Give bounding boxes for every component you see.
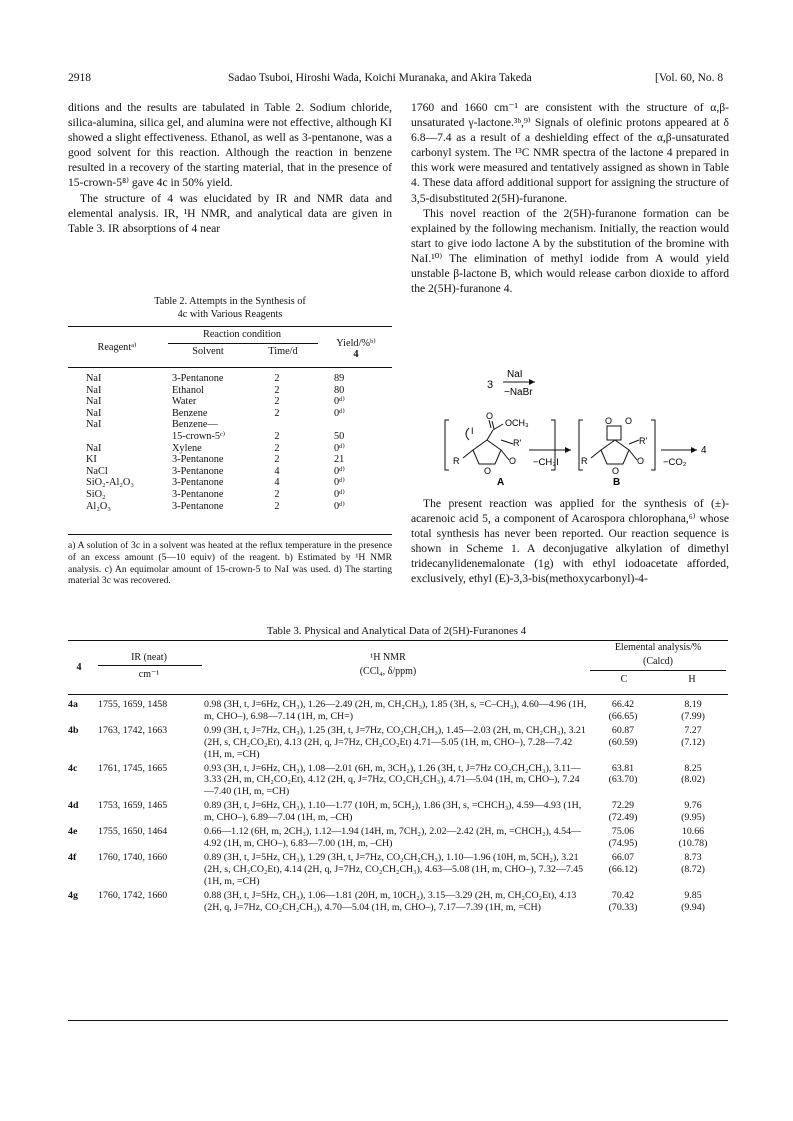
table3-ir-subrule bbox=[98, 665, 202, 666]
table3-head-ir: IR (neat) bbox=[131, 652, 167, 663]
table2-cell-solvent: Xylene bbox=[172, 442, 202, 454]
table3-cell-nmr: 0.93 (3H, t, J=6Hz, CH₃), 1.08—2.01 (6H, m, 3CH₂), 1.26 (3H, t, J=7Hz CO₂CH₂CH₃), 3.11—3.33 (2H, m, CH₂CO₂Et), 4.12 (2H, q, J=7Hz, CO₂CH₂CH₃), 4.71—5.04 (1H, m, CHO–), 7.24—7.40 (1H, m, =CH) bbox=[204, 762, 581, 798]
right-column-text bbox=[411, 100, 729, 296]
table-row bbox=[68, 826, 728, 852]
table-row bbox=[68, 725, 728, 763]
table2-footnote: a) A solution of 3c in a solvent was heated at the reflux temperature in the presence of an excess amount (5—10 equiv) of the reagent. b) Estimated by ¹H NMR analysis. c) An equimolar amount of 15-crown-5 to NaI was used. d) The starting material 3c was recovered. bbox=[68, 540, 392, 587]
table-row bbox=[68, 419, 392, 431]
atom-label: R' bbox=[513, 438, 522, 448]
table3-head-calcd: (Calcd) bbox=[643, 656, 673, 667]
table2-head-solvent: Solvent bbox=[192, 346, 224, 357]
table-row bbox=[68, 763, 728, 801]
table3-cell-carbon: 70.42 (70.33) bbox=[608, 889, 638, 913]
table3-cell-hydrogen: 8.25 (8.02) bbox=[681, 762, 705, 786]
table-row bbox=[68, 454, 392, 466]
table2-cell-yield: 50 bbox=[334, 430, 345, 442]
table2-bottom-rule bbox=[68, 534, 392, 535]
mechanism-scheme bbox=[411, 364, 729, 488]
table3-bottom-rule bbox=[68, 1020, 728, 1021]
table-row bbox=[68, 466, 392, 478]
table2-header bbox=[68, 329, 392, 369]
table2-cell-yield: 0ᵈ⁾ bbox=[334, 442, 345, 454]
atom-label: O bbox=[484, 466, 492, 476]
table2-cell-reagent: NaCl bbox=[86, 465, 108, 477]
left-column-text bbox=[68, 100, 392, 236]
table3-cell-ir: 1761, 1745, 1665 bbox=[98, 762, 168, 774]
table2-cell-solvent: 3-Pentanone bbox=[172, 373, 224, 384]
table3-cell-carbon: 63.81 (63.70) bbox=[608, 762, 638, 786]
table2-cell-yield: 0ᵈ⁾ bbox=[334, 488, 345, 500]
table2-cell-yield: 0ᵈ⁾ bbox=[334, 500, 345, 512]
table-row bbox=[68, 373, 392, 385]
bracket-left-a bbox=[445, 420, 449, 470]
table3-head-c: C bbox=[620, 674, 628, 685]
table2 bbox=[68, 373, 392, 512]
scheme-start-compound: 3 bbox=[487, 379, 494, 391]
table3-cell-carbon: 72.29 (72.49) bbox=[608, 800, 638, 824]
table2-cell-solvent: 3-Pentanone bbox=[172, 500, 224, 512]
table2-head-reagent: Reagentᵃ⁾ bbox=[97, 342, 137, 353]
table2-cell-solvent: 3-Pentanone bbox=[172, 488, 224, 500]
table2-head-condition: Reaction condition bbox=[202, 329, 282, 340]
table-row bbox=[68, 852, 728, 890]
atom-label: O bbox=[505, 418, 513, 428]
table2-cell-reagent: NaI bbox=[86, 373, 102, 384]
right-column-lower-text bbox=[411, 496, 729, 587]
table2-cell-reagent: NaI bbox=[86, 442, 102, 454]
table-row bbox=[68, 477, 392, 489]
atom-label: O bbox=[637, 456, 645, 466]
table-row bbox=[68, 800, 728, 826]
table2-cell-reagent: SiO₂ bbox=[86, 488, 106, 500]
table2-cell-yield: 0ᵈ⁾ bbox=[334, 396, 345, 408]
table3-cell-carbon: 66.42 (66.65) bbox=[608, 699, 638, 722]
table3-cell-compound: 4f bbox=[68, 851, 77, 863]
table2-caption-line: Table 2. Attempts in the Synthesis of bbox=[154, 296, 306, 307]
table2-cell-yield: 80 bbox=[334, 384, 345, 396]
table-row bbox=[68, 699, 728, 725]
table3-head-nmr-solvent: (CCl₄, δ/ppm) bbox=[359, 666, 417, 677]
table3-cell-hydrogen: 9.76 (9.95) bbox=[681, 800, 705, 824]
scheme-product: 4 bbox=[701, 445, 707, 456]
table3-cell-compound: 4g bbox=[68, 889, 78, 901]
table3-cell-ir: 1753, 1659, 1465 bbox=[98, 800, 168, 812]
elimination-methyl-iodide: −CH₃I bbox=[533, 457, 559, 468]
table3-cell-carbon: 66.07 (66.12) bbox=[608, 851, 638, 875]
table2-caption bbox=[68, 296, 392, 321]
beta-lactone-b-structure bbox=[591, 426, 639, 464]
table2-top-rule bbox=[68, 326, 392, 327]
table2-cell-time: 2 bbox=[274, 407, 280, 419]
table3-top-rule bbox=[68, 640, 728, 641]
table3-head-h: H bbox=[688, 674, 696, 685]
table3-head-compound: 4 bbox=[76, 662, 82, 673]
page-number: 2918 bbox=[68, 72, 91, 84]
atom-label: O bbox=[625, 416, 633, 426]
table3-cell-ir: 1755, 1650, 1464 bbox=[98, 826, 168, 838]
table2-cell-yield bbox=[308, 419, 392, 431]
arrow-head bbox=[565, 447, 571, 453]
arrow-head bbox=[529, 379, 535, 385]
table3-cell-nmr: 0.89 (3H, t, J=5Hz, CH₃), 1.29 (3H, t, J=7Hz, CO₂CH₂CH₃), 1.10—1.96 (10H, m, 5CH₂), 3.21 (2H, s, CH₂CO₂Et), 4.14 (2H, q, J=7Hz, CO₂CH₂CH₃), 4.63—5.08 (1H, m, CHO–), 7.32—7.45 (1H, m, =CH) bbox=[204, 851, 584, 887]
table-row bbox=[68, 396, 392, 408]
table3-cell-nmr: 0.66—1.12 (6H, m, 2CH₃), 1.12—1.94 (14H, m, 7CH₂), 2.02—2.42 (2H, m, =CHCH₂), 4.54—4.92 (1H, m, CHO–), 6.83—7.00 (1H, m, –CH) bbox=[204, 826, 581, 849]
table2-cell-time: 4 bbox=[274, 477, 280, 489]
table2-cell-solvent: Benzene bbox=[172, 407, 208, 419]
table3-ea-subrule bbox=[590, 670, 726, 671]
table3-cell-nmr: 0.98 (3H, t, J=6Hz, CH₃), 1.26—2.49 (2H, m, CH₂CH₃), 1.85 (3H, s, =C–CH₃), 4.60—4.96 (1H, m, CHO–), 6.98—7.14 (1H, m, CH=) bbox=[204, 699, 587, 722]
table3-header bbox=[68, 642, 728, 694]
atom-label: R bbox=[453, 456, 460, 466]
table2-cell-yield: 89 bbox=[334, 373, 345, 384]
table2-cell-time: 2 bbox=[274, 384, 280, 396]
table3 bbox=[68, 699, 728, 915]
table2-cell-reagent: Al₂O₃ bbox=[86, 500, 111, 512]
table3-cell-compound: 4c bbox=[68, 762, 78, 774]
table3-cell-carbon: 60.87 (60.59) bbox=[608, 724, 638, 748]
table-row bbox=[68, 890, 728, 916]
table3-cell-hydrogen: 8.19 (7.99) bbox=[681, 699, 705, 722]
table-row bbox=[68, 489, 392, 501]
arrow-head bbox=[691, 447, 697, 453]
table3-cell-ir: 1755, 1659, 1458 bbox=[98, 699, 168, 710]
table3-cell-nmr: 0.88 (3H, t, J=5Hz, CH₃), 1.06—1.81 (20H, m, 10CH₂), 3.15—3.29 (2H, m, CH₂CO₂Et), 4.13 (2H, q, J=7Hz, CO₂CH₂CH₃), 4.70—5.04 (1H, m, CHO–), 7.17—7.39 (1H, m, =CH) bbox=[204, 889, 577, 913]
table2-cell-yield: 0ᵈ⁾ bbox=[334, 477, 345, 489]
table2-cell-solvent: Benzene— bbox=[172, 419, 218, 431]
paragraph: This novel reaction of the 2(5H)-furanone formation can be explained by the following mechanism. Initially, the reaction would start to give iodo lactone A by the substitution of the bromine with NaI.¹⁰⁾ The elimination of methyl iodide from A would yield unstable β-lactone B, which would release carbon dioxide to afford the 2(5H)-furanone 4. bbox=[411, 206, 729, 296]
table3-cell-compound: 4b bbox=[68, 724, 79, 736]
atom-label: R bbox=[581, 456, 588, 466]
table3-cell-ir: 1763, 1742, 1663 bbox=[98, 724, 168, 736]
table2-cell-reagent: NaI bbox=[86, 396, 102, 408]
table2-cell-time: 4 bbox=[274, 465, 280, 477]
atom-label: I bbox=[471, 426, 474, 436]
elimination-co2: −CO₂ bbox=[663, 457, 687, 468]
table2-head-time: Time/d bbox=[268, 346, 298, 357]
scheme-reagent-nabr: −NaBr bbox=[504, 387, 533, 398]
table-row bbox=[68, 501, 392, 513]
table2-head-yield-compound: 4 bbox=[353, 349, 359, 360]
running-header-authors: Sadao Tsuboi, Hiroshi Wada, Koichi Muranaka, and Akira Takeda bbox=[228, 72, 532, 84]
paragraph: 1760 and 1660 cm⁻¹ are consistent with the structure of α,β-unsaturated γ-lactone.³ᵇ,⁹⁾ Signals of olefinic protons appeared at δ 6.8—7.4 as a result of a deshielding effect of the α,β-unsaturated carbonyl system. The ¹³C NMR spectra of the lactone 4 prepared in this work were measured and tentatively assigned as shown in Table 4. These data afford additional support for assigning the structure of 3,5-disubstituted 2(5H)-furanone. bbox=[411, 101, 729, 205]
table2-caption-line: 4c with Various Reagents bbox=[177, 308, 283, 320]
table-row bbox=[68, 408, 392, 420]
table2-cell-reagent: SiO₂-Al₂O₃ bbox=[86, 477, 134, 489]
table-row bbox=[68, 385, 392, 397]
table2-cell-reagent: KI bbox=[86, 454, 97, 466]
table2-cell-time: 2 bbox=[274, 430, 280, 442]
atom-label: O bbox=[612, 466, 620, 476]
table3-head-elemental: Elemental analysis/% bbox=[614, 642, 702, 653]
table3-cell-hydrogen: 7.27 (7.12) bbox=[681, 724, 705, 748]
table3-caption: Table 3. Physical and Analytical Data of 2(5H)-Furanones 4 bbox=[266, 625, 527, 637]
table2-cell-reagent: NaI bbox=[86, 419, 102, 431]
atom-label: O bbox=[605, 416, 613, 426]
table2-cell-time: 2 bbox=[274, 396, 280, 408]
table2-cell-yield: 21 bbox=[334, 454, 345, 466]
bracket-right-b bbox=[651, 420, 655, 470]
table3-head-ir-unit: cm⁻¹ bbox=[138, 669, 160, 680]
table2-cell-reagent bbox=[68, 431, 172, 443]
table2-cell-yield: 0ᵈ⁾ bbox=[334, 465, 345, 477]
running-header-volume: [Vol. 60, No. 8 bbox=[655, 72, 724, 84]
table3-cell-compound: 4d bbox=[68, 800, 79, 812]
table2-cell-time: 2 bbox=[274, 442, 280, 454]
table2-cell-time: 2 bbox=[274, 373, 280, 384]
table3-cell-hydrogen: 8.73 (8.72) bbox=[681, 851, 705, 875]
table2-cell-yield: 0ᵈ⁾ bbox=[334, 407, 345, 419]
scheme-reagent-nai: NaI bbox=[507, 369, 523, 380]
table2-cell-time: 2 bbox=[274, 500, 280, 512]
paragraph: The present reaction was applied for the synthesis of (±)-acarenoic acid 5, a component of Acarospora chlorophana,⁶⁾ whose total synthesis has never been reported. Our reaction sequence is shown in Scheme 1. A deconjugative alkylation of dimethyl tridecanylidenemalonate (1g) with ethyl iodoacetate afforded, exclusively, ethyl (E)-3,3-bis(methoxycarbonyl)-4- bbox=[411, 497, 729, 586]
table2-subrule bbox=[168, 343, 318, 344]
table2-cell-reagent: NaI bbox=[86, 384, 102, 396]
table2-head-yield: Yield/%ᵇ⁾ bbox=[336, 338, 376, 349]
table2-cell-solvent: Water bbox=[172, 396, 197, 408]
table3-cell-hydrogen: 9.85 (9.94) bbox=[681, 889, 705, 913]
table3-cell-compound: 4e bbox=[68, 826, 78, 838]
table2-cell-solvent: 15-crown-5ᶜ⁾ bbox=[172, 430, 226, 442]
table-row bbox=[68, 443, 392, 455]
paragraph: The structure of 4 was elucidated by IR and NMR data and elemental analysis. IR, ¹H NMR, and analytical data are given in Table 3. IR absorptions of 4 near bbox=[68, 191, 392, 235]
table2-cell-solvent: 3-Pentanone bbox=[172, 477, 224, 489]
table3-cell-nmr: 0.89 (3H, t, J=6Hz, CH₃), 1.10—1.77 (10H, m, 5CH₂), 1.86 (3H, s, =CHCH₃), 4.59—4.93 (1H, m, CHO–), 6.89—7.04 (1H, m, –CH) bbox=[204, 800, 582, 824]
atom-label: CH₃ bbox=[512, 418, 529, 428]
table3-cell-ir: 1760, 1742, 1660 bbox=[98, 889, 168, 901]
table2-cell-time: 2 bbox=[274, 488, 280, 500]
table2-cell-time: 2 bbox=[274, 454, 280, 466]
table3-cell-ir: 1760, 1740, 1660 bbox=[98, 851, 168, 863]
paragraph: ditions and the results are tabulated in Table 2. Sodium chloride, silica-alumina, silica gel, and alumina were not effective, although KI showed a slight effectiveness. Ethanol, as well as 3-pentanone, was a good solvent for this reaction. Although the reaction in benzene resulted in a recovery of the starting material, that in the presence of 15-crown-5⁸⁾ gave 4c in 50% yield. bbox=[68, 101, 392, 190]
table2-cell-solvent: 3-Pentanone bbox=[172, 465, 224, 477]
table3-cell-carbon: 75.06 (74.95) bbox=[608, 826, 638, 849]
table2-cell-reagent: NaI bbox=[86, 407, 102, 419]
table2-cell-time bbox=[260, 419, 308, 431]
label-b: B bbox=[613, 477, 621, 488]
table2-cell-solvent: Ethanol bbox=[172, 384, 205, 396]
table3-cell-nmr: 0.99 (3H, t, J=7Hz, CH₃), 1.25 (3H, t, J=7Hz, CO₂CH₂CH₃), 1.45—2.03 (2H, m, CH₂CH₃), 3.21 (2H, s, CH₂CO₂Et), 4.13 (2H, q, J=7Hz, CH₂CO₂Et) 4.71—5.05 (1H, m, CHO–), 7.28—7.42 (1H, m, =CH) bbox=[204, 724, 586, 760]
table2-cell-solvent: 3-Pentanone bbox=[172, 454, 224, 466]
table3-cell-compound: 4a bbox=[68, 699, 78, 710]
table3-header-rule bbox=[68, 694, 728, 695]
table2-header-rule bbox=[68, 367, 392, 368]
label-a: A bbox=[497, 477, 505, 488]
atom-label: R' bbox=[639, 436, 648, 446]
table3-head-nmr: ¹H NMR bbox=[370, 652, 406, 663]
table3-cell-hydrogen: 10.66 (10.78) bbox=[678, 826, 708, 849]
atom-label: O bbox=[486, 411, 494, 421]
atom-label: O bbox=[509, 456, 517, 466]
table-row bbox=[68, 431, 392, 443]
